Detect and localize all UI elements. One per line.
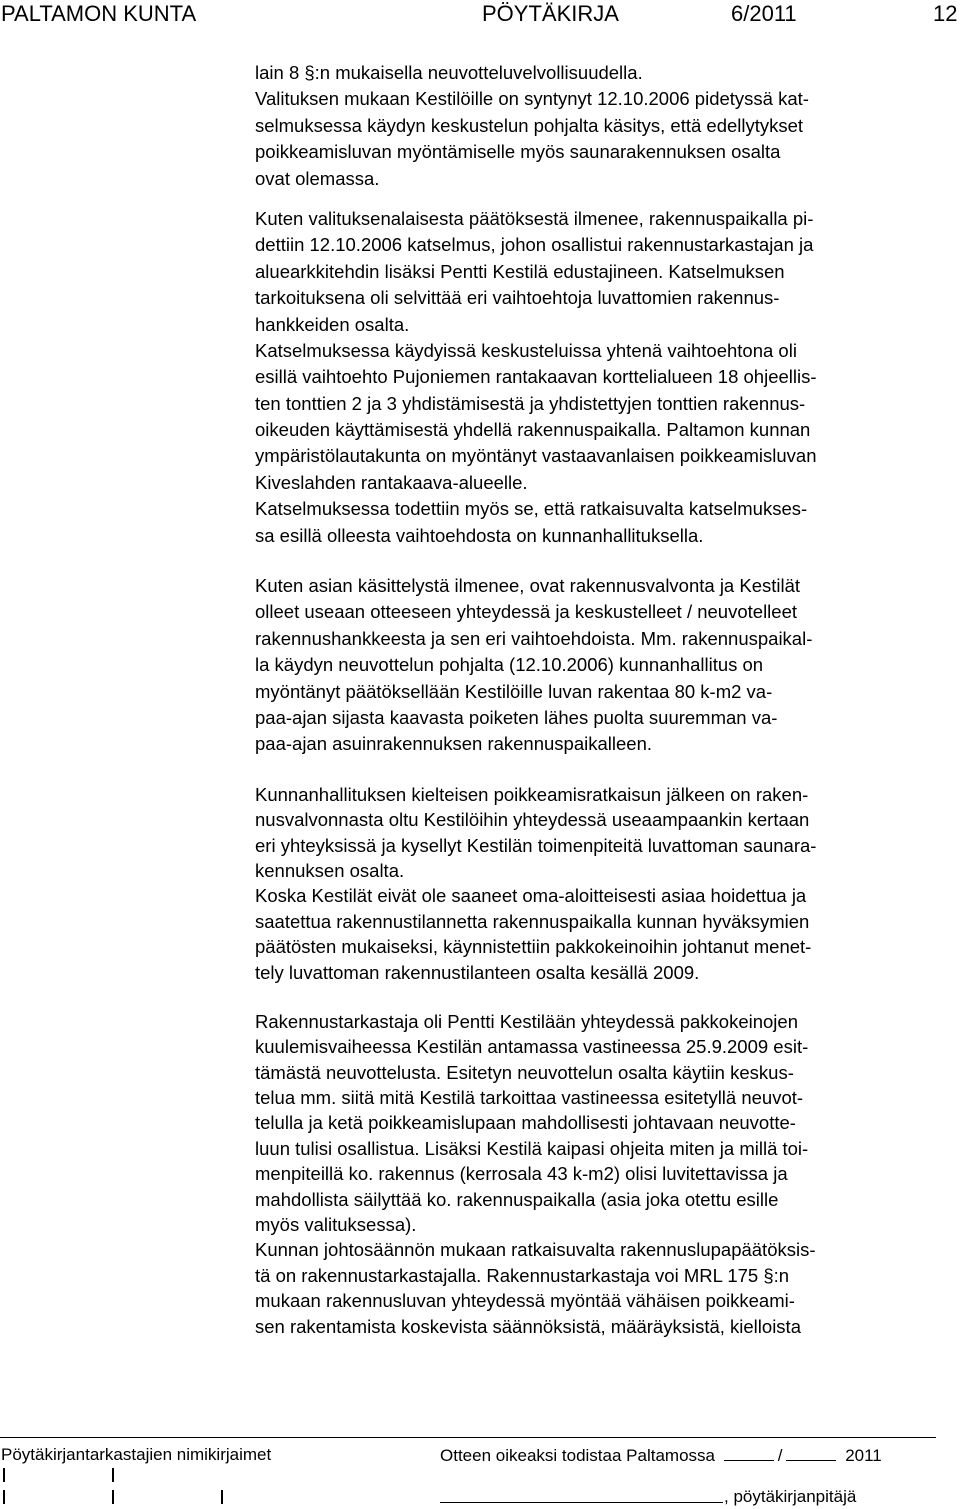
signature-mark — [3, 1490, 5, 1504]
text-line: menpiteillä ko. rakennus (kerrosala 43 k-m2) olisi luvitettavissa ja — [255, 1163, 788, 1185]
paragraph-gap — [255, 192, 955, 206]
footer-certification — [440, 1446, 882, 1465]
text-line: nusvalvonnasta oltu Kestilöihin yhteydessä useaampaankin kertaan — [255, 809, 810, 831]
header-issue: 6/2011 — [731, 1, 797, 26]
text-line: esillä vaihtoehto Pujoniemen rantakaavan korttelialueen 18 ohjeellis- — [255, 366, 817, 388]
text-line: sa esillä olleesta vaihtoehdosta on kunnanhallituksella. — [255, 524, 704, 546]
footer-month-blank — [786, 1446, 836, 1461]
text-line: Kiveslahden rantakaava-alueelle. — [255, 471, 528, 493]
text-line: tä on rakennustarkastajalla. Rakennustarkastaja voi MRL 175 §:n — [255, 1264, 790, 1286]
text-line: Katselmuksessa todettiin myös se, että ratkaisuvalta katselmukses- — [255, 498, 808, 520]
text-line: kuulemisvaiheessa Kestilän antamassa vastineessa 25.9.2009 esit- — [255, 1036, 809, 1058]
text-line: rakennushankkeesta ja sen eri vaihtoehdoista. Mm. rakennuspaikal- — [255, 627, 813, 649]
footer-divider — [0, 1437, 936, 1438]
paragraph-gap — [255, 549, 955, 573]
signature-mark — [3, 1468, 5, 1482]
text-line: poikkeamisluvan myöntämiselle myös saunarakennuksen osalta — [255, 141, 781, 163]
header-document-type: PÖYTÄKIRJA — [482, 1, 619, 26]
text-line: selmuksessa käydyn keskustelun pohjalta käsitys, että edellytykset — [255, 114, 804, 136]
text-line: Kunnan johtosäännön mukaan ratkaisuvalta rakennuslupapäätöksis- — [255, 1239, 816, 1261]
signature-mark — [112, 1468, 114, 1482]
paragraph — [255, 60, 955, 192]
text-line: hankkeiden osalta. — [255, 313, 410, 335]
text-line: päätösten mukaiseksi, käynnistettiin pakkokeinoihin johtanut menet- — [255, 936, 812, 958]
paragraph — [255, 206, 955, 549]
text-line: myös valituksessa). — [255, 1214, 417, 1236]
text-line: myöntänyt päätöksellään Kestilöille luvan rakentaa 80 k-m2 va- — [255, 680, 773, 702]
footer-certified-copy-label: Otteen oikeaksi todistaa Paltamossa — [440, 1446, 715, 1465]
text-line: lain 8 §:n mukaisella neuvotteluvelvollisuudella. — [255, 62, 643, 83]
header-page-number: 12 — [933, 1, 958, 26]
text-line: eri yhteyksissä ja kysellyt Kestilän toimenpiteitä luvattoman saunara- — [255, 834, 817, 856]
text-line: Kuten asian käsittelystä ilmenee, ovat rakennusvalvonta ja Kestilät — [255, 575, 801, 597]
signature-mark — [112, 1490, 114, 1504]
footer-slash: / — [777, 1446, 783, 1465]
secretary-signature-line — [440, 1502, 723, 1503]
paragraph — [255, 782, 955, 985]
text-line: paa-ajan asuinrakennuksen rakennuspaikalleen. — [255, 733, 653, 755]
footer-secretary-label: , pöytäkirjanpitäjä — [724, 1487, 857, 1506]
text-line: Kuten valituksenalaisesta päätöksestä ilmenee, rakennuspaikalla pi- — [255, 207, 814, 229]
text-line: oikeuden käyttämisestä yhdellä rakennuspaikalla. Paltamon kunnan — [255, 419, 811, 441]
footer-signatures-label: Pöytäkirjantarkastajien nimikirjaimet — [1, 1445, 272, 1464]
text-line: kennuksen osalta. — [255, 859, 405, 881]
text-line: ympäristölautakunta on myöntänyt vastaavanlaisen poikkeamisluvan — [255, 445, 817, 467]
paragraph-gap — [255, 985, 955, 1009]
text-line: mahdollista säilyttää ko. rakennuspaikalla (asia joka otettu esille — [255, 1188, 779, 1210]
text-line: dettiin 12.10.2006 katselmus, johon osallistui rakennustarkastajan ja — [255, 234, 814, 256]
text-line: ten tonttien 2 ja 3 yhdistämisestä ja yhdistettyjen tonttien rakennus- — [255, 392, 806, 414]
footer-year: 2011 — [845, 1446, 882, 1465]
page-header — [0, 0, 960, 28]
text-line: Valituksen mukaan Kestilöille on syntynyt 12.10.2006 pidetyssä kat- — [255, 88, 809, 110]
document-body — [255, 60, 955, 1339]
text-line: olleet useaan otteeseen yhteydessä ja keskustelleet / neuvotelleet — [255, 601, 798, 623]
text-line: mukaan rakennusluvan yhteydessä myöntää vähäisen poikkeami- — [255, 1290, 795, 1312]
paragraph — [255, 1009, 955, 1339]
text-line: paa-ajan sijasta kaavasta poiketen lähes puolta suuremman va- — [255, 706, 778, 728]
text-line: luun tulisi osallistua. Lisäksi Kestilä kaipasi ohjeita miten ja millä toi- — [255, 1137, 809, 1159]
text-line: tely luvattoman rakennustilanteen osalta kesällä 2009. — [255, 961, 700, 983]
text-line: la käydyn neuvottelun pohjalta (12.10.2006) kunnanhallitus on — [255, 654, 764, 676]
header-organization: PALTAMON KUNTA — [1, 1, 197, 26]
paragraph — [255, 573, 955, 758]
text-line: telulla ja ketä poikkeamislupaan mahdollisesti johtavaan neuvotte- — [255, 1112, 796, 1134]
text-line: telua mm. siitä mitä Kestilä tarkoittaa vastineessa esitetyllä neuvot- — [255, 1087, 804, 1109]
text-line: tarkoituksena oli selvittää eri vaihtoehtoja luvattomien rakennus- — [255, 287, 780, 309]
text-line: Koska Kestilät eivät ole saaneet oma-aloitteisesti asiaa hoidettua ja — [255, 885, 807, 907]
text-line: ovat olemassa. — [255, 167, 380, 189]
signature-mark — [221, 1490, 223, 1504]
text-line: Katselmuksessa käydyissä keskusteluissa yhtenä vaihtoehtona oli — [255, 339, 797, 361]
text-line: sen rakentamista koskevista säännöksistä, määräyksistä, kielloista — [255, 1315, 801, 1337]
footer-day-blank — [724, 1446, 774, 1461]
text-line: aluearkkitehdin lisäksi Pentti Kestilä edustajineen. Katselmuksen — [255, 260, 785, 282]
text-line: tämästä neuvottelusta. Esitetyn neuvottelun osalta käytiin keskus- — [255, 1061, 794, 1083]
text-line: Kunnanhallituksen kielteisen poikkeamisratkaisun jälkeen on raken- — [255, 783, 809, 805]
paragraph-gap — [255, 758, 955, 782]
text-line: saatettua rakennustilannetta rakennuspaikalla kunnan hyväksymien — [255, 910, 810, 932]
text-line: Rakennustarkastaja oli Pentti Kestilään yhteydessä pakkokeinojen — [255, 1010, 798, 1032]
